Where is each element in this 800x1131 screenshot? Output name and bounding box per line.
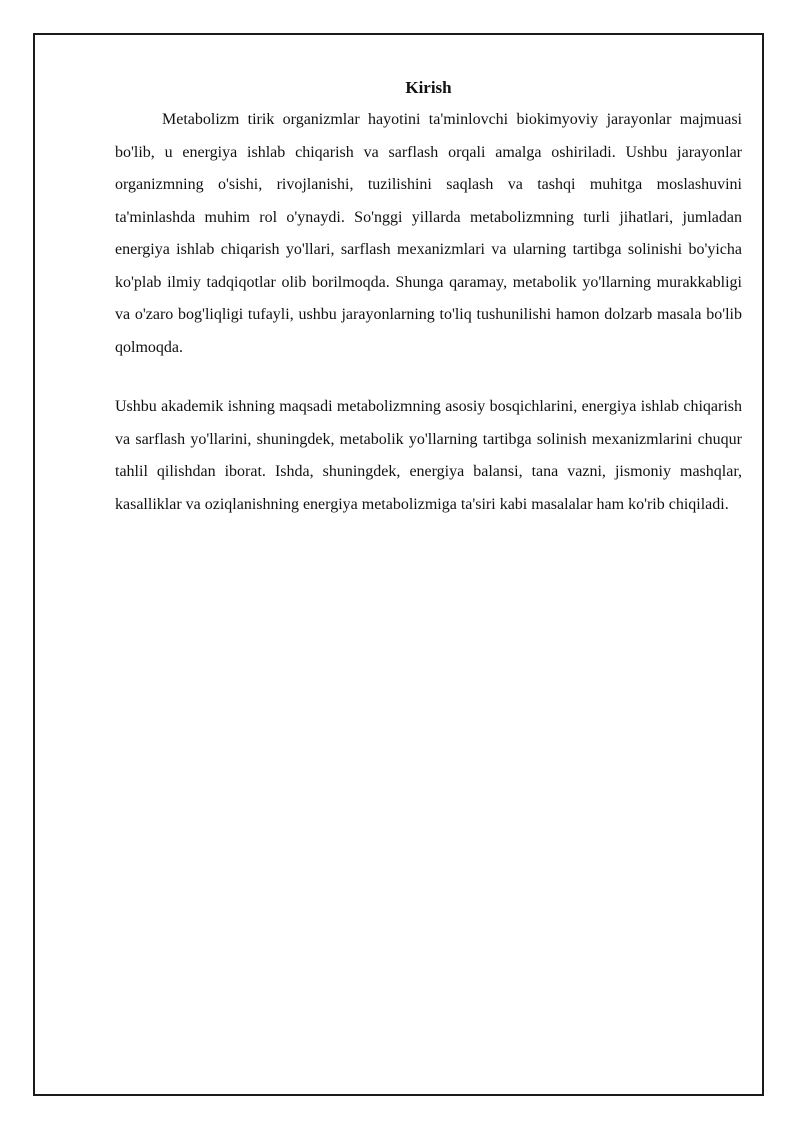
paragraph-intro: Metabolizm tirik organizmlar hayotini ta'minlovchi biokimyoviy jarayonlar majmuasi bo'lib, u energiya ishlab chiqarish va sarflash orqali amalga oshiriladi. Ushbu jarayonlar organizmning o'sishi, rivojlanishi, tuzilishini saqlash va tashqi muhitga moslashuvini ta'minlashda muhim rol o'ynaydi. So'nggi yillarda metabolizmning turli jihatlari, jumladan energiya ishlab chiqarish yo'llari, sarflash mexanizmlari va ularning tartibga solinishi bo'yicha ko'plab ilmiy tadqiqotlar olib borilmoqda. Shunga qaramay, metabolik yo'llarning murakkabligi va o'zaro bog'liqligi tufayli, ushbu jarayonlarning to'liq tushunilishi hamon dolzarb masala bo'lib qolmoqda. <box>115 111 742 356</box>
document-body <box>115 74 742 521</box>
section-heading: Kirish <box>405 78 452 97</box>
paragraph-goal: Ushbu akademik ishning maqsadi metabolizmning asosiy bosqichlarini, energiya ishlab chiqarish va sarflash yo'llarini, shuningdek, metabolik yo'llarning tartibga solinish mexanizmlarini chuqur tahlil qilishdan iborat. Ishda, shuningdek, energiya balansi, tana vazni, jismoniy mashqlar, kasalliklar va oziqlanishning energiya metabolizmiga ta'siri kabi masalalar ham ko'rib chiqiladi. <box>115 398 742 513</box>
